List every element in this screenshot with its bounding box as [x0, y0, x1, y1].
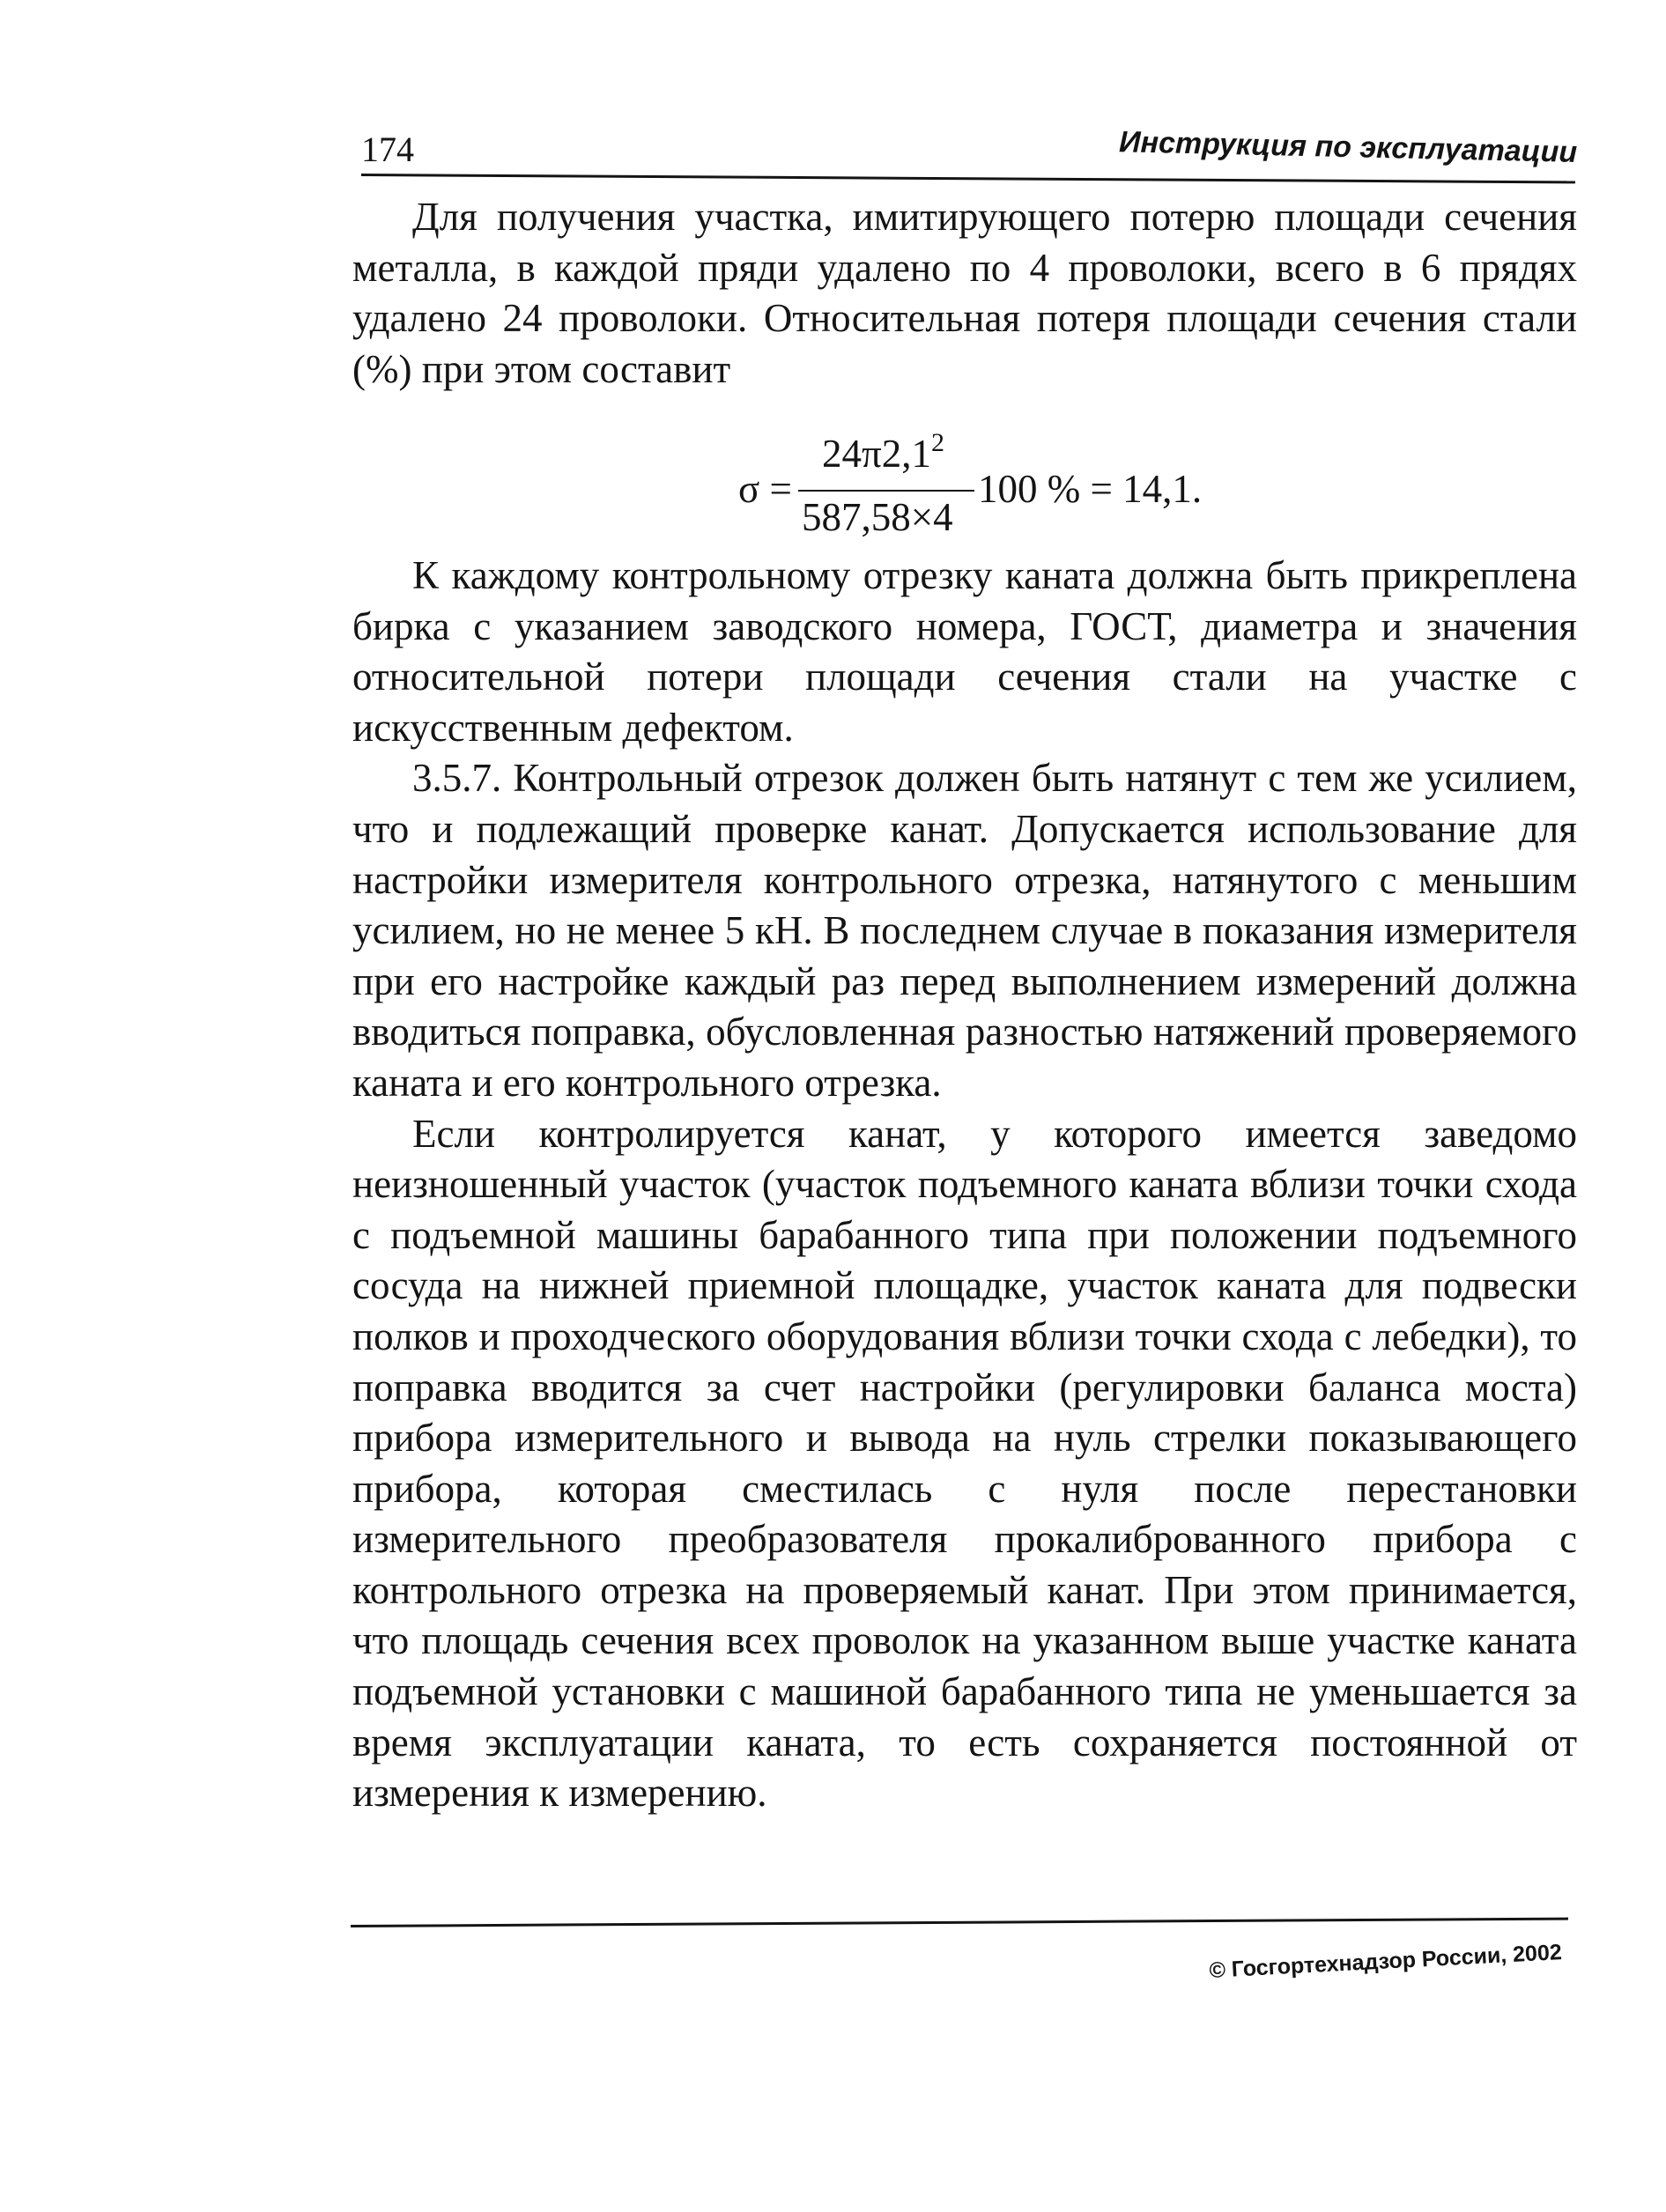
formula-exponent: 2: [930, 428, 944, 457]
formula: [738, 421, 1232, 544]
main-text: [352, 551, 1577, 1819]
formula-numerator: [822, 421, 944, 476]
intro-paragraph: Для получения участка, имитирующего потерю площади сечения металла, в каждой пряди удалено по 4 проволоки, всего в 6 прядях удалено 24 проволоки. Относительная потеря площади сечения стали (%) при этом составит: [352, 195, 1577, 391]
page-header: [361, 125, 1578, 181]
paragraph-section-3-5-7: 3.5.7. Контрольный отрезок должен быть натянут с тем же усилием, что и подлежащий проверке канат. Допускается использование для настройки измерителя контрольного отрезка, натянутого с меньшим усилием, но не менее 5 кН. В последнем случае в показания измерителя при его настройке каждый раз перед выполнением измерений должна вводиться поправка, обусловленная разностью натяжений проверяемого каната и его контрольного отрезка.: [352, 756, 1577, 1105]
formula-numerator-base: 24π2,1: [822, 432, 931, 476]
copyright-footer: © Госгортехнадзор России, 2002: [1209, 1940, 1563, 1983]
paragraph-tag-requirement: К каждому контрольному отрезку каната должна быть прикреплена бирка с указанием заводского номера, ГОСТ, диаметра и значения относительной потери площади сечения стали на участке с искусственным дефектом.: [352, 553, 1577, 750]
footer-rule: [351, 1918, 1568, 1927]
paragraph-unworn-section: Если контролируется канат, у которого имеется заведомо неизношенный участок (участок подъемного каната вблизи точки схода с подъемной машины барабанного типа при положении подъемного сосуда на нижней приемной площадке, участок каната для подвески полков и проходческого оборудования вблизи точки схода с лебедки), то поправка вводится за счет настройки (регулировки баланса моста) прибора измерительного и вывода на нуль стрелки показывающего прибора, которая сместилась с нуля после перестановки измерительного преобразователя прокалиброванного прибора с контрольного отрезка на проверяемый канат. При этом принимается, что площадь сечения всех проволок на указанном выше участке каната подъемной установки с машиной барабанного типа не уменьшается за время эксплуатации каната, то есть сохраняется постоянной от измерения к измерению.: [352, 1111, 1577, 1816]
formula-denominator: 587,58×4: [802, 495, 953, 539]
formula-rhs: 100 % = 14,1.: [978, 467, 1203, 511]
running-title: Инструкция по эксплуатации: [1118, 125, 1578, 169]
formula-lhs: σ =: [738, 467, 792, 511]
page-number: 174: [361, 129, 414, 169]
fraction-bar: [798, 490, 974, 492]
intro-block: [352, 192, 1577, 395]
